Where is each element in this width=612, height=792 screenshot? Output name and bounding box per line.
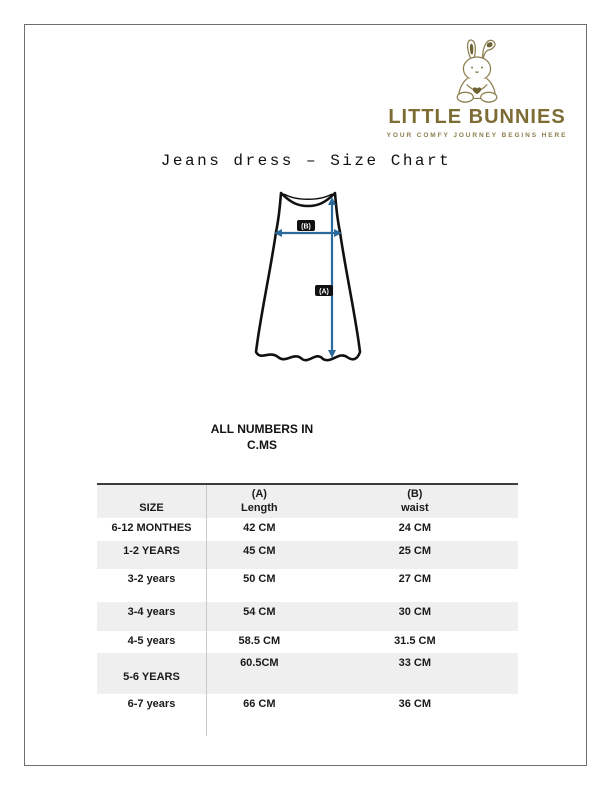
waist-cell: 31.5 CM — [394, 635, 436, 647]
waist-header-label: waist — [401, 502, 429, 515]
length-label: (A) — [319, 288, 329, 296]
length-header-tag: (A) — [251, 488, 267, 500]
length-cell: 58.5 CM — [238, 635, 281, 647]
table-row — [97, 631, 518, 653]
length-cell: 54 CM — [243, 606, 276, 618]
col-header-size — [97, 484, 206, 518]
bunny-icon — [446, 36, 508, 104]
waist-cell: 24 CM — [398, 522, 432, 534]
brand-tagline: YOUR COMFY JOURNEY BEGINS HERE — [386, 132, 568, 139]
waist-cell: 33 CM — [398, 657, 432, 669]
dress-measurement-diagram — [248, 186, 368, 370]
dress-outline — [256, 193, 360, 360]
units-note — [162, 421, 362, 453]
col-header-length — [206, 484, 311, 518]
table-row — [97, 602, 518, 631]
waist-header-tag: (B) — [407, 488, 423, 500]
size-cell: 4-5 years — [97, 631, 206, 653]
length-cell: 45 CM — [243, 545, 276, 557]
units-note-line2: C.MS — [247, 438, 277, 453]
brand-logo — [372, 36, 582, 139]
length-header-label: Length — [240, 502, 278, 515]
size-cell: 1-2 YEARS — [97, 541, 206, 569]
length-cell: 60.5CM — [240, 657, 279, 669]
size-cell: 3-4 years — [97, 602, 206, 631]
units-note-line1: ALL NUMBERS IN — [210, 422, 314, 436]
back-collar-line — [284, 194, 332, 199]
brand-name: LITTLE BUNNIES — [388, 106, 566, 128]
length-cell: 42 CM — [243, 522, 276, 534]
table-row — [97, 653, 518, 694]
col-header-waist — [312, 484, 518, 518]
size-header-label: SIZE — [139, 502, 164, 515]
waist-label-badge — [297, 220, 315, 231]
waist-label: (B) — [301, 223, 311, 231]
size-cell: 5-6 YEARS — [97, 653, 206, 694]
size-chart-table — [97, 483, 518, 727]
length-cell: 66 CM — [243, 698, 276, 710]
length-cell: 50 CM — [243, 573, 276, 585]
size-cell: 6-7 years — [97, 694, 206, 727]
waist-cell: 36 CM — [398, 698, 432, 710]
size-cell: 3-2 years — [97, 569, 206, 602]
column-divider-tail — [206, 727, 207, 736]
page-title: Jeans dress – Size Chart — [160, 152, 452, 170]
waist-cell: 25 CM — [398, 545, 432, 557]
waist-cell: 27 CM — [398, 573, 432, 585]
table-header-row — [97, 484, 518, 518]
table-row — [97, 518, 518, 541]
size-cell: 6-12 MONTHES — [97, 518, 206, 541]
table-row — [97, 694, 518, 727]
table-row — [97, 541, 518, 569]
length-label-badge — [315, 285, 333, 296]
table-row — [97, 569, 518, 602]
waist-cell: 30 CM — [398, 606, 432, 618]
